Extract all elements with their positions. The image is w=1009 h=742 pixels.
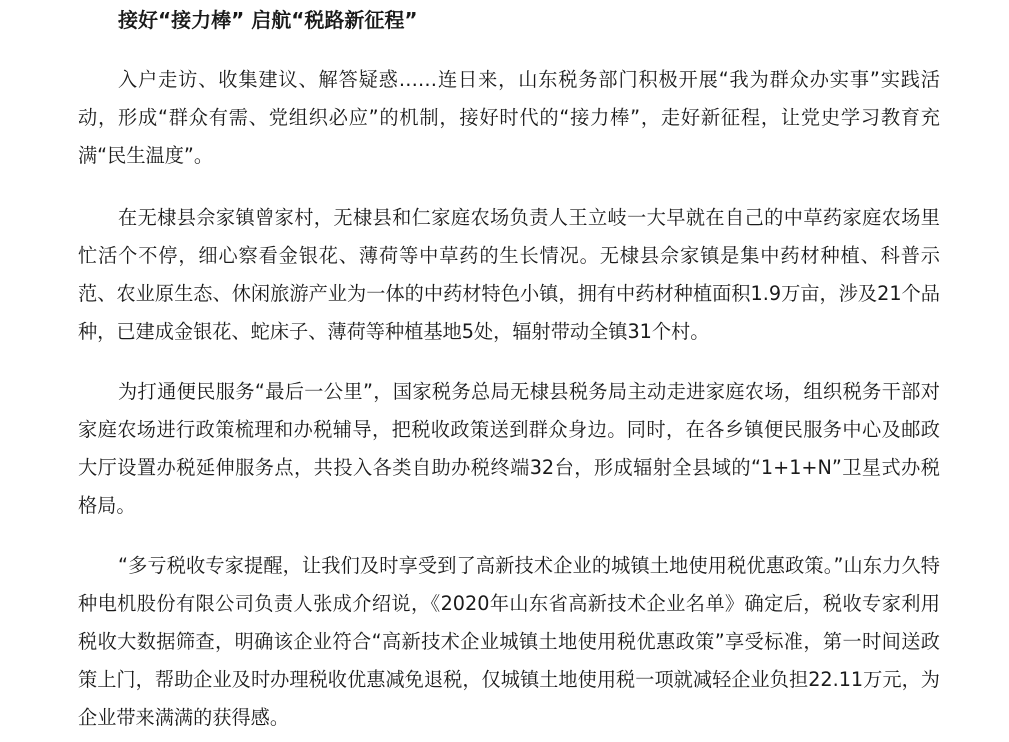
article-title: 接好“接力棒” 启航“税路新征程” bbox=[118, 8, 418, 32]
article-paragraph: 入户走访、收集建议、解答疑惑……连日来，山东税务部门积极开展“我为群众办实事”实践活动，形成“群众有需、党组织必应”的机制，接好时代的“接力棒”，走好新征程，让党史学习教育充满“民生温度”。 bbox=[78, 68, 940, 167]
article-paragraph: 为打通便民服务“最后一公里”，国家税务总局无棣县税务局主动走进家庭农场，组织税务干部对家庭农场进行政策梳理和办税辅导，把税收政策送到群众身边。同时，在各乡镇便民服务中心及邮政大厅设置办税延伸服务点，共投入各类自助办税终端32台，形成辐射全县域的“1+1+N”卫星式办税格局。 bbox=[78, 380, 940, 517]
article-paragraph: 在无棣县佘家镇曾家村，无棣县和仁家庭农场负责人王立岐一大早就在自己的中草药家庭农场里忙活个不停，细心察看金银花、薄荷等中草药的生长情况。无棣县佘家镇是集中药材种植、科普示范、农业原生态、休闲旅游产业为一体的中药材特色小镇，拥有中药材种植面积1.9万亩，涉及21个品种，已建成金银花、蛇床子、薄荷等种植基地5处，辐射带动全镇31个村。 bbox=[78, 206, 940, 343]
article-paragraph: “多亏税收专家提醒，让我们及时享受到了高新技术企业的城镇土地使用税优惠政策。”山东力久特种电机股份有限公司负责人张成介绍说，《2020年山东省高新技术企业名单》确定后，税收专家利用税收大数据筛查，明确该企业符合“高新技术企业城镇土地使用税优惠政策”享受标准，第一时间送政策上门，帮助企业及时办理税收优惠减免退税，仅城镇土地使用税一项就减轻企业负担22.11万元，为企业带来满满的获得感。 bbox=[78, 554, 940, 729]
